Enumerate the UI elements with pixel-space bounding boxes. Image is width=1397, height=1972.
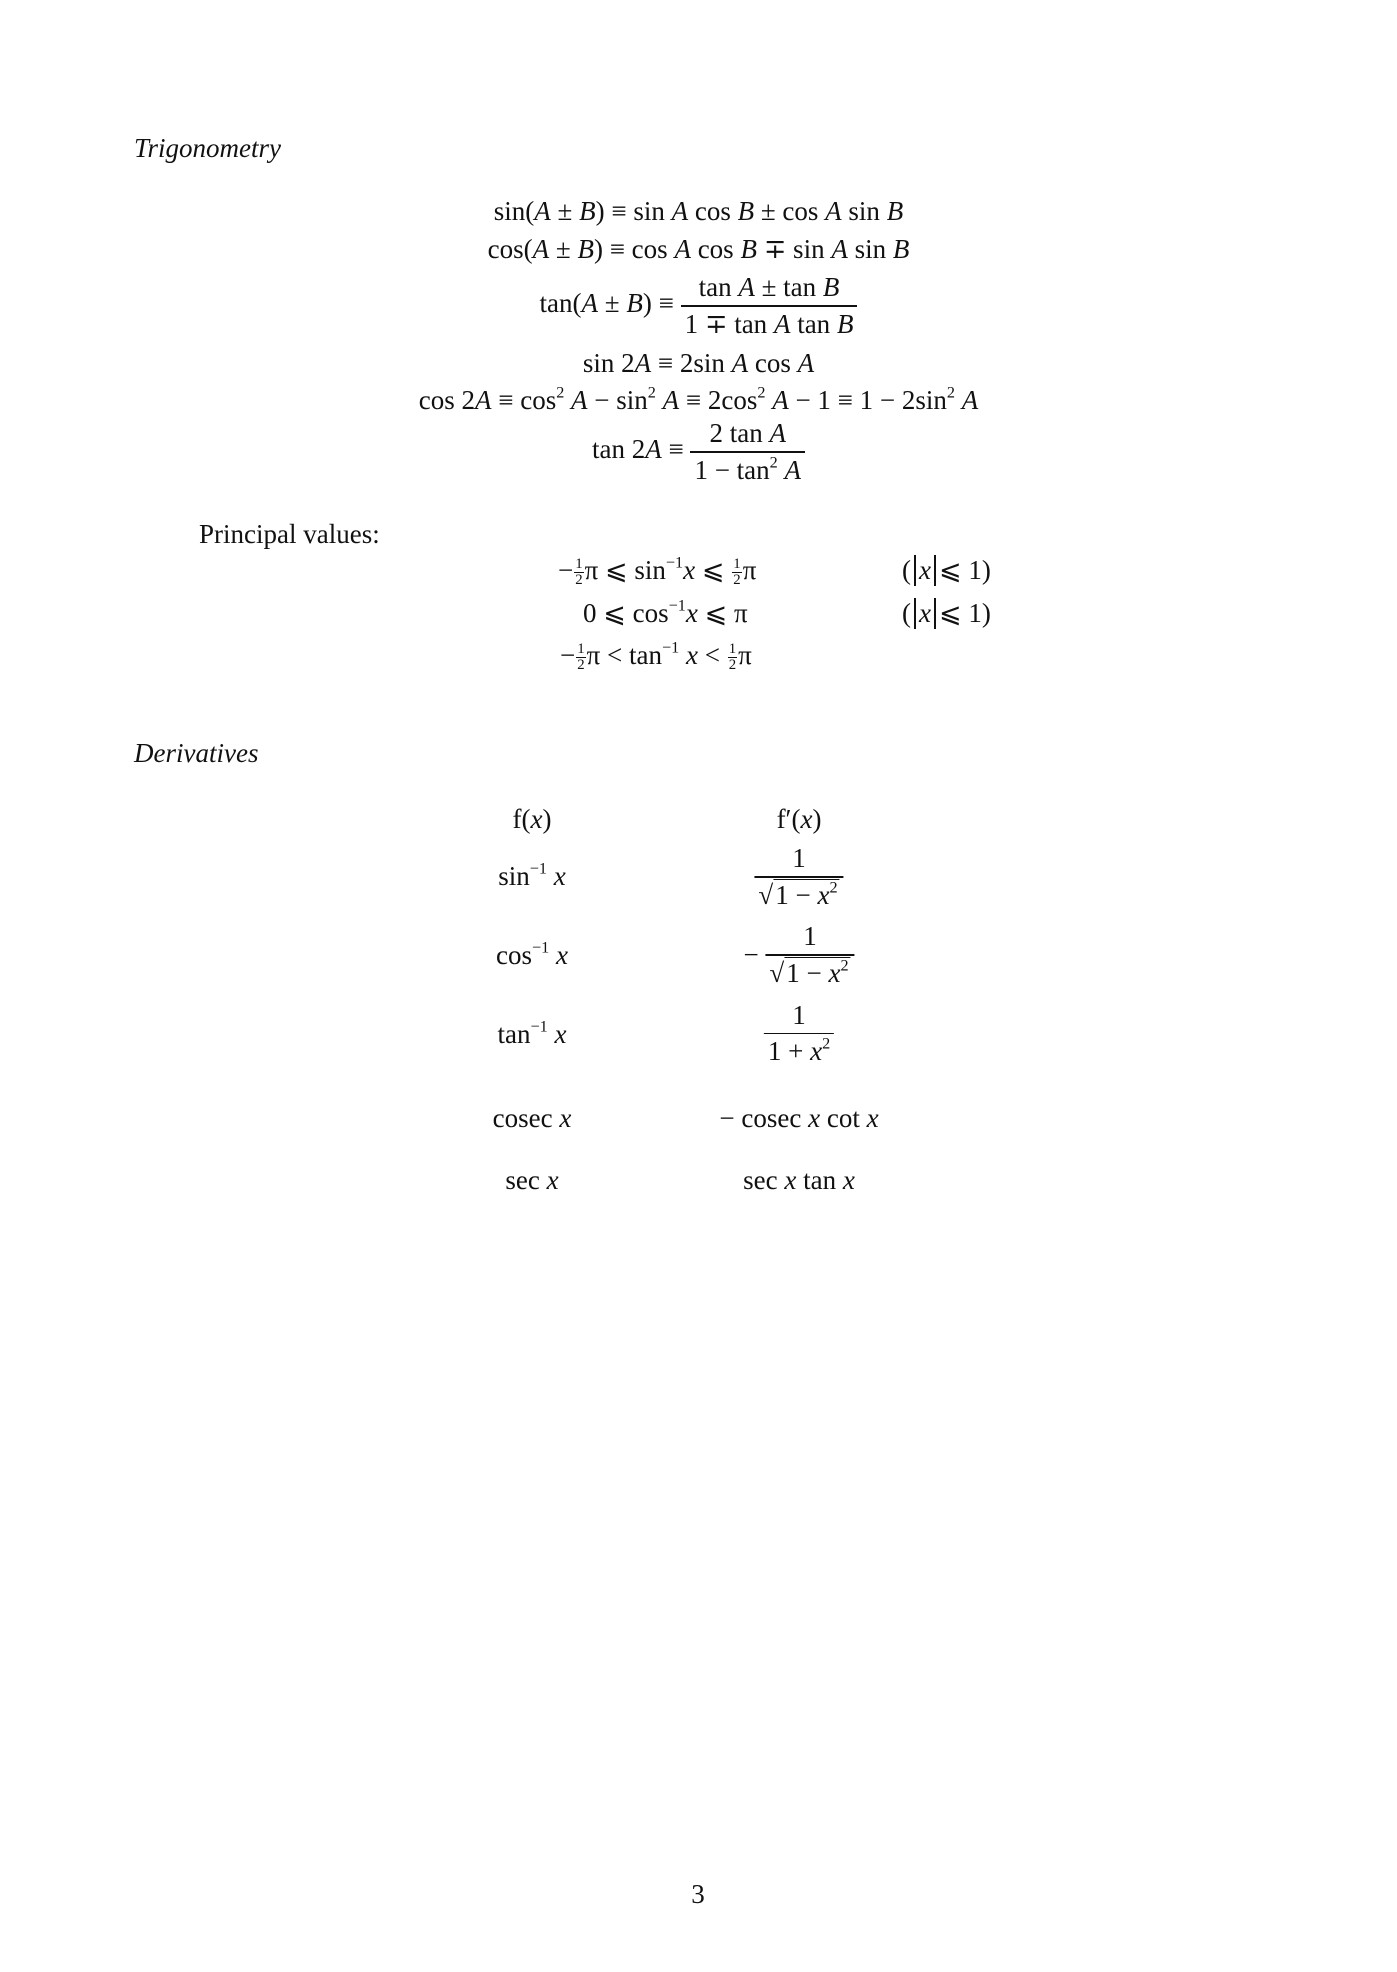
principal-value-cos: 0 ⩽ $\cos^{-1}x$ ⩽ π <box>583 596 748 628</box>
identity-sin-sum: sin(A ± B) ≡ sin A cos B ± cos A sin B <box>493 196 904 226</box>
section-heading-trigonometry: Trigonometry <box>134 133 282 163</box>
principal-values-label: Principal values: <box>199 519 380 549</box>
principal-value-sin: − $\frac{1}{2}$ π ⩽ $\sin^{-1}x$ ⩽ $\frac{1}{2}$ π <box>558 553 757 589</box>
derivative-row-f: $\sin^{-1} x$ <box>498 859 566 891</box>
derivative-row-df: $\frac{1}{1 + x^2}$ <box>764 1000 834 1067</box>
identity-tan-double: tan 2A ≡ $\frac{\text{2 tan A}}{1 - \tan^2 A}$ <box>0 418 1397 486</box>
derivative-row-f: $\cos^{-1} x$ <box>496 938 568 970</box>
principal-value-cos-condition: ( x ⩽ 1) <box>902 598 991 628</box>
page-number: 3 <box>691 1879 705 1909</box>
identity-cos-sum: cos(A ± B) ≡ cos A cos B ∓ sin A sin B <box>487 234 910 264</box>
fraction-tan-sum: $\frac{\text{tan A ± tan B}}{\text{1 ∓ tan A tan B}}$ <box>681 272 858 340</box>
principal-value-tan: − $\frac{1}{2}$ $\pi < \tan^{-1} x$ < $\frac{1}{2}$ π <box>560 638 752 674</box>
derivative-row-df: $\frac{1}{√1 - x^2}$ <box>754 843 843 911</box>
derivative-row-df: sec x tan x <box>743 1165 855 1195</box>
identity-sin-double: sin 2A ≡ 2sin A cos A <box>582 348 815 378</box>
fraction-tan-double: $\frac{\text{2 tan A}}{1 - \tan^2 A}$ <box>690 418 805 486</box>
column-header-fprime: f′(x) <box>776 804 822 834</box>
derivative-row-df: − cosec x cot x <box>719 1103 879 1133</box>
identity-cos-double: $\cos 2A \equiv \cos^2 A - \sin^2 A \equiv 2\cos^2$ $A - 1 \equiv 1 - 2\sin^2$ A <box>418 383 979 415</box>
column-header-f: f(x) <box>512 804 552 834</box>
derivative-row-f: cosec x <box>492 1103 572 1133</box>
identity-tan-sum: tan(A ± B) ≡ $\frac{\text{tan A ± tan B}}{\text{1 ∓ tan A tan B}}$ <box>0 272 1397 340</box>
derivative-row-f: sec x <box>505 1165 559 1195</box>
section-heading-derivatives: Derivatives <box>134 738 259 768</box>
principal-value-sin-condition: ( x ⩽ 1) <box>902 555 991 585</box>
derivative-row-f: $\tan^{-1} x$ <box>497 1017 567 1049</box>
derivative-row-df: − $\frac{1}{√1 - x^2}$ <box>743 921 854 989</box>
